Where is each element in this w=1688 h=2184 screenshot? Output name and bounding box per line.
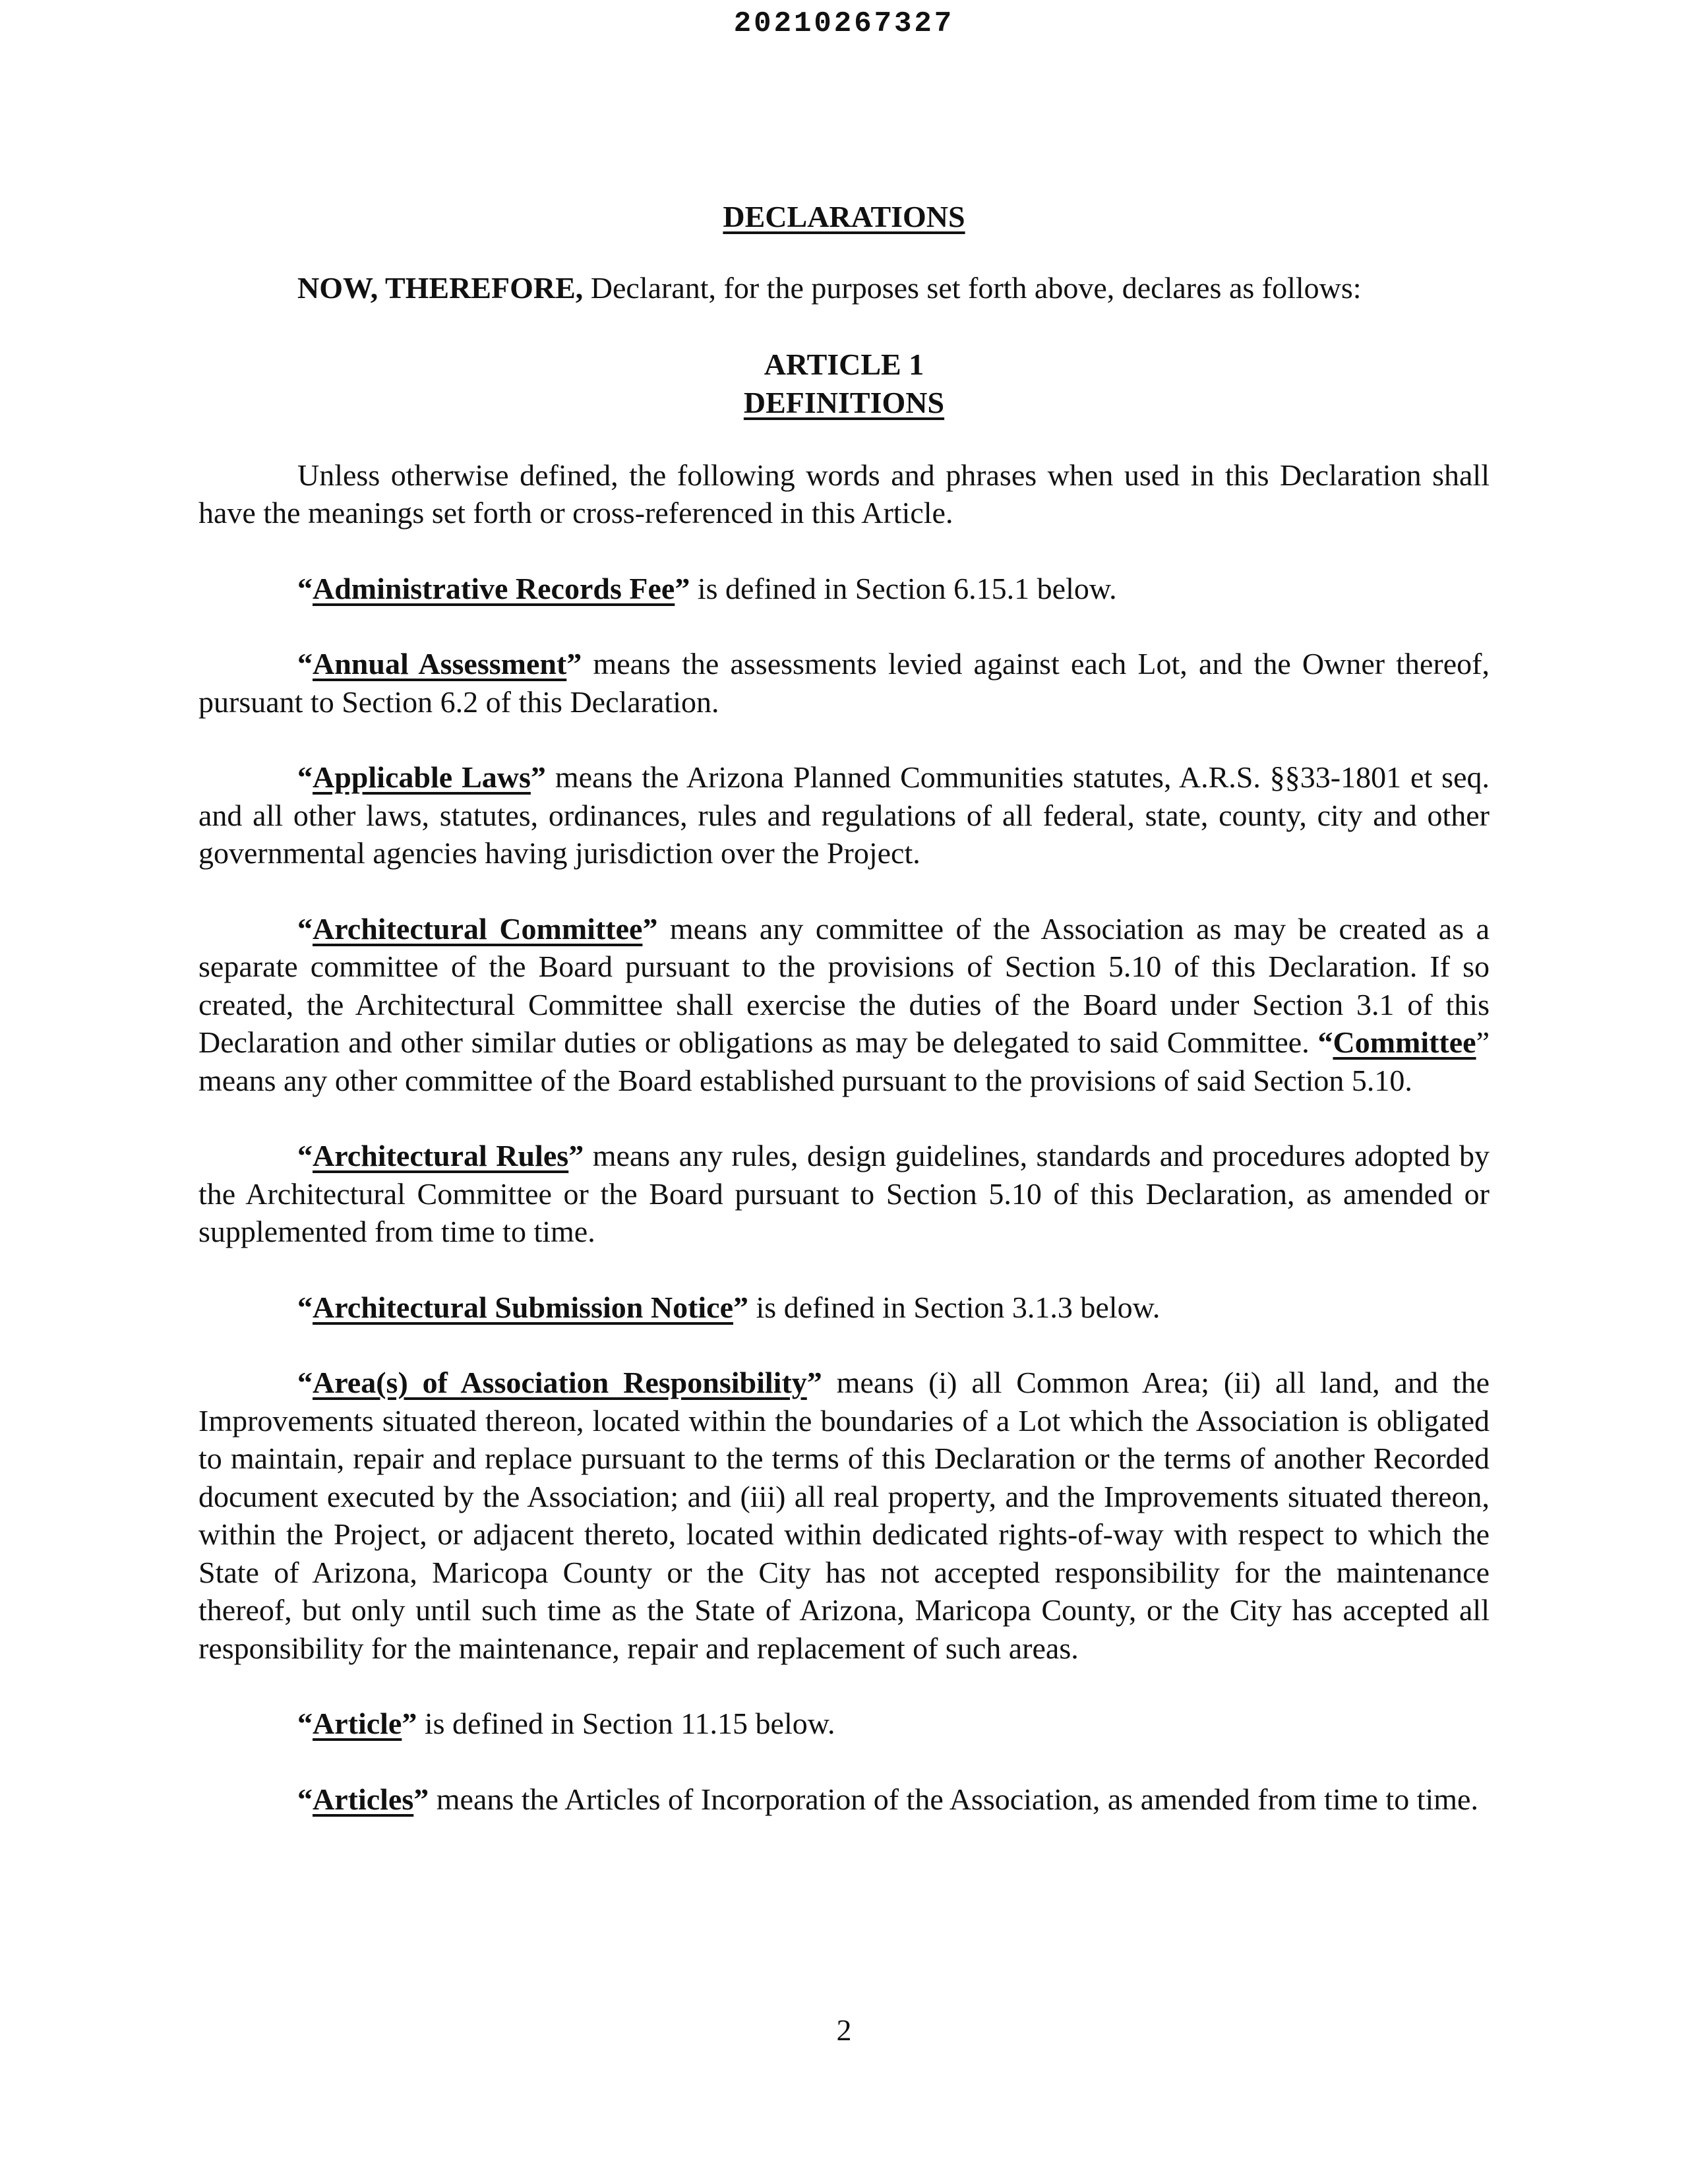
defined-term: Applicable Laws xyxy=(313,760,531,794)
article-number: ARTICLE 1 xyxy=(764,347,924,381)
page-number: 2 xyxy=(836,2013,852,2047)
definition-text: means the assessments levied against each Lot, and the Owner thereof, pursuant to Section 6.2 of this Declaration. xyxy=(198,647,1490,719)
recording-number: 20210267327 xyxy=(733,7,955,40)
intro-text: Declarant, for the purposes set forth above, declares as follows: xyxy=(583,271,1362,305)
intro-paragraph xyxy=(198,269,1490,307)
preamble-paragraph: Unless otherwise defined, the following words and phrases when used in this Declaration shall have the meanings set forth or cross-referenced in this Article. xyxy=(198,458,1490,530)
definition-paragraph: “Area(s) of Association Responsibility” means (i) all Common Area; (ii) all land, and the Improvements situated thereon, located within the boundaries of a Lot which the Association is obligated to maintain, repair and replace pursuant to the terms of this Declaration or the terms of another Recorded document executed by the Association; and (iii) all real property, and the Improvements situated thereon, within the Project, or adjacent thereto, located within dedicated rights-of-way with respect to which the State of Arizona, Maricopa County or the City has not accepted responsibility for the maintenance thereof, but only until such time as the State of Arizona, Maricopa County, or the City has accepted all responsibility for the maintenance, repair and replacement of such areas. xyxy=(198,1366,1490,1665)
defined-term: Architectural Committee xyxy=(313,911,643,946)
definition-paragraph: “Architectural Committee” means any committee of the Association as may be created as a separate committee of the Board pursuant to the provisions of Section 5.10 of this Declaration. If so created, the Architectural Committee shall exercise the duties of the Board under Section 3.1 of this Declaration and other similar duties or obligations as may be delegated to said Committee. “Committee” means any other committee of the Board established pursuant to the provisions of said Section 5.10. xyxy=(198,911,1490,1097)
definition-text: means any committee of the Association as may be created as a separate committee of the Board pursuant to the provisions of Section 5.10 of this Declaration. If so created, the Architectural Committee shall exercise the duties of the Board under Section 3.1 of this Declaration and other similar duties or obligations as may be delegated to said Committee. xyxy=(198,911,1490,1059)
defined-term: Area(s) of Association Responsibility xyxy=(313,1366,807,1399)
definition-text: is defined in Section 6.15.1 below. xyxy=(690,571,1117,605)
definition-paragraph: “Annual Assessment” means the assessments levied against each Lot, and the Owner thereof, pursuant to Section 6.2 of this Declaration. xyxy=(198,647,1490,719)
defined-term: Committee xyxy=(1333,1025,1476,1059)
defined-term: Articles xyxy=(313,1782,414,1816)
definition-text: means any rules, design guidelines, standards and procedures adopted by the Architectural Committee or the Board pursuant to Section 5.10 of this Declaration, as amended or supplemented from time to time. xyxy=(198,1139,1490,1248)
definition-paragraph: “Architectural Submission Notice” is defined in Section 3.1.3 below. xyxy=(297,1290,1160,1324)
intro-lead: NOW, THEREFORE, xyxy=(297,271,584,305)
document-body xyxy=(198,198,1490,1818)
defined-term: Architectural Submission Notice xyxy=(313,1290,734,1324)
definition-text: means (i) all Common Area; (ii) all land, and the Improvements situated thereon, located within the boundaries of a Lot which the Association is obligated to maintain, repair and replace pursuant to the terms of this Declaration or the terms of another Recorded document executed by the Association; and (iii) all real property, and the Improvements situated thereon, within the Project, or adjacent thereto, located within dedicated rights-of-way with respect to which the State of Arizona, Maricopa County or the City has not accepted responsibility for the maintenance thereof, but only until such time as the State of Arizona, Maricopa County, or the City has accepted all responsibility for the maintenance, repair and replacement of such areas. xyxy=(198,1366,1490,1665)
declarations-title: DECLARATIONS xyxy=(723,200,965,233)
definition-paragraph: “Administrative Records Fee” is defined in Section 6.15.1 below. xyxy=(297,571,1117,605)
defined-term: Architectural Rules xyxy=(313,1139,569,1172)
defined-term: Administrative Records Fee xyxy=(313,571,675,605)
definition-text: is defined in Section 3.1.3 below. xyxy=(748,1290,1160,1324)
defined-term: Annual Assessment xyxy=(313,647,567,681)
definition-text: is defined in Section 11.15 below. xyxy=(417,1707,835,1740)
definition-text: means the Articles of Incorporation of the Association, as amended from time to time. xyxy=(429,1782,1478,1816)
defined-term: Article xyxy=(313,1707,402,1740)
definition-paragraph: “Article” is defined in Section 11.15 below. xyxy=(297,1707,835,1740)
definition-paragraph: “Applicable Laws” means the Arizona Planned Communities statutes, A.R.S. §§33-1801 et seq. and all other laws, statutes, ordinances, rules and regulations of all federal, state, county, city and other governmental agencies having jurisdiction over the Project. xyxy=(198,760,1490,870)
definition-text: means the Arizona Planned Communities statutes, A.R.S. §§33-1801 et seq. and all other laws, statutes, ordinances, rules and regulations of all federal, state, county, city and other governmental agencies having jurisdiction over the Project. xyxy=(198,760,1490,870)
definition-paragraph: “Architectural Rules” means any rules, design guidelines, standards and procedures adopted by the Architectural Committee or the Board pursuant to Section 5.10 of this Declaration, as amended or supplemented from time to time. xyxy=(198,1139,1490,1248)
article-name: DEFINITIONS xyxy=(743,385,945,419)
definition-paragraph: “Articles” means the Articles of Incorporation of the Association, as amended from time to time. xyxy=(297,1782,1478,1816)
article-heading xyxy=(198,346,1490,422)
definition-text: means any other committee of the Board established pursuant to the provisions of said Section 5.10. xyxy=(198,1063,1412,1097)
declarations-title-wrap xyxy=(198,198,1490,236)
